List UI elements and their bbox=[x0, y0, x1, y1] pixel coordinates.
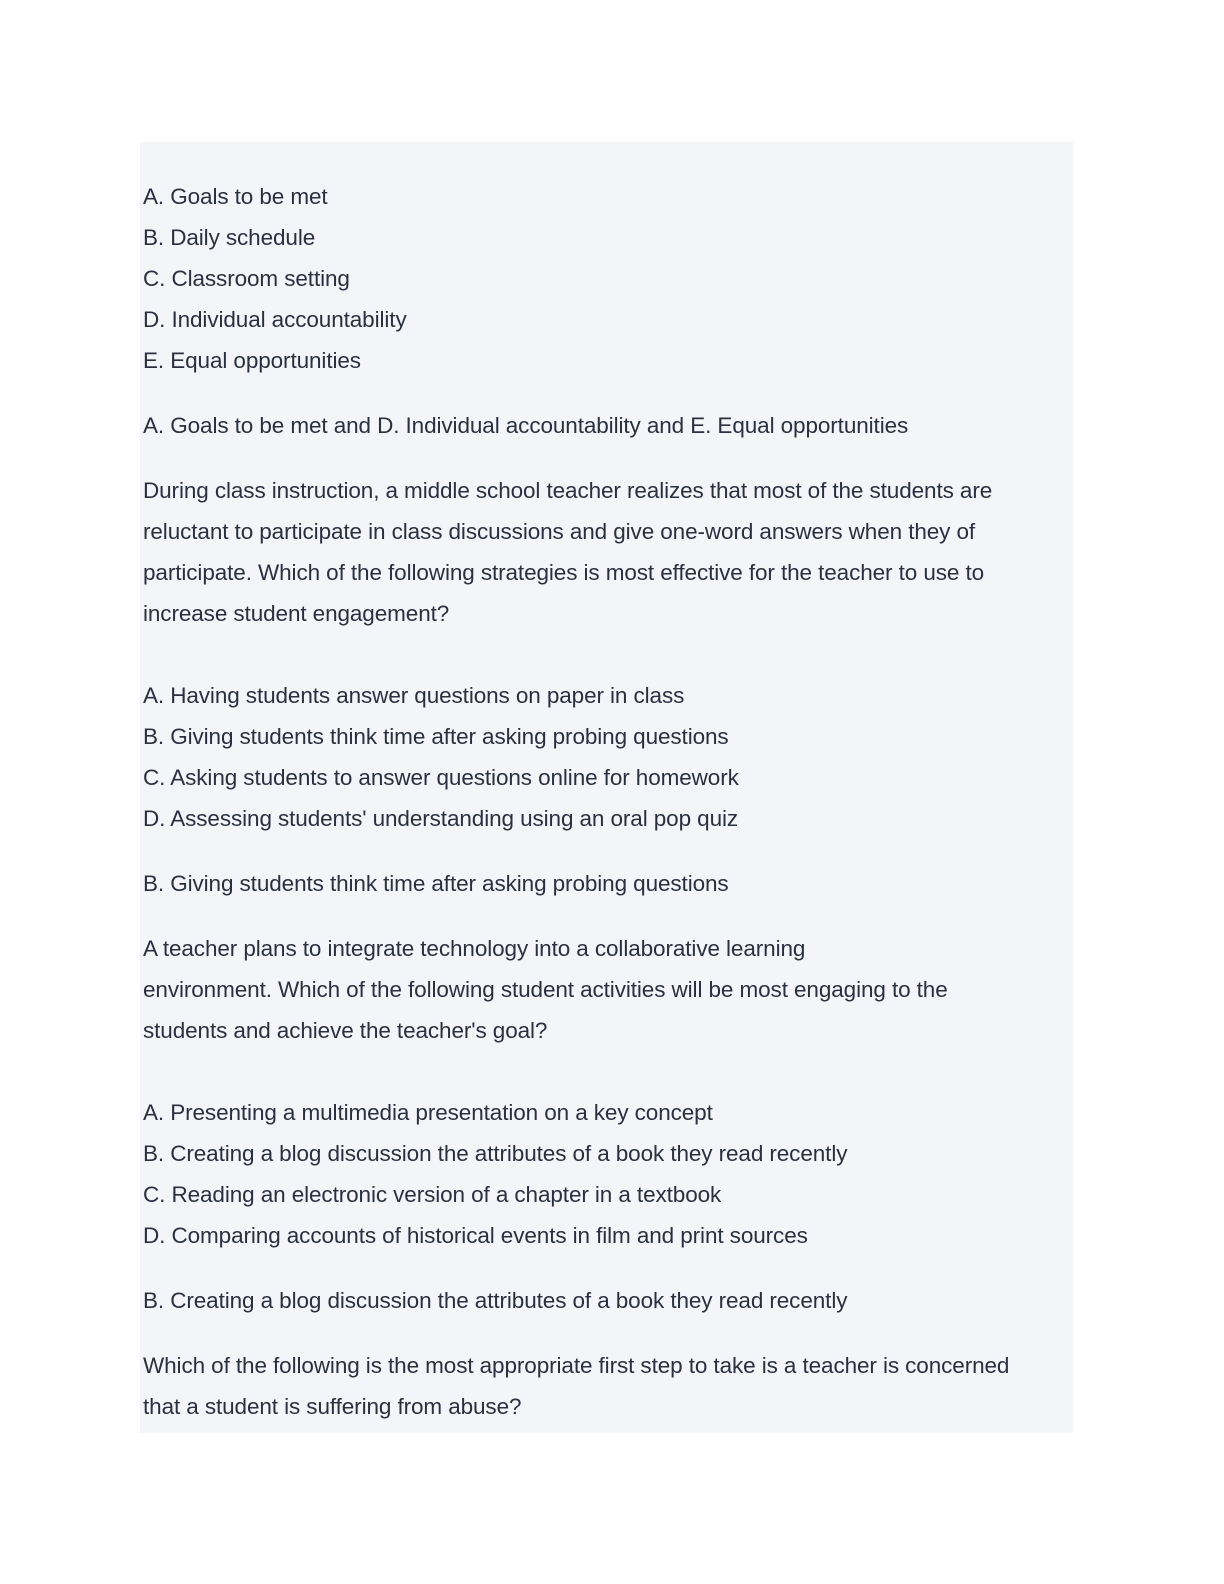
q3-question-line: environment. Which of the following student activities will be most engaging to the bbox=[143, 977, 948, 1002]
q3-option-d: D. Comparing accounts of historical events in film and print sources bbox=[143, 1223, 808, 1248]
q2-options bbox=[143, 675, 1068, 839]
q2-question-line: During class instruction, a middle school teacher realizes that most of the students are bbox=[143, 478, 993, 503]
q2-option-c: C. Asking students to answer questions online for homework bbox=[143, 765, 739, 790]
q3-answer: B. Creating a blog discussion the attributes of a book they read recently bbox=[143, 1288, 848, 1313]
q3-question-line: students and achieve the teacher's goal? bbox=[143, 1018, 548, 1043]
q3-options bbox=[143, 1092, 1068, 1256]
q2-option-a: A. Having students answer questions on paper in class bbox=[143, 683, 685, 708]
q4-question-line: that a student is suffering from abuse? bbox=[143, 1394, 522, 1419]
q2-question bbox=[143, 470, 1068, 634]
q2-answer: B. Giving students think time after asking probing questions bbox=[143, 871, 729, 896]
q3-option-b: B. Creating a blog discussion the attributes of a book they read recently bbox=[143, 1141, 848, 1166]
q1-options bbox=[143, 176, 1068, 381]
q4-question-line: Which of the following is the most appropriate first step to take is a teacher is concerned bbox=[143, 1353, 1010, 1378]
q2-question-line: reluctant to participate in class discussions and give one-word answers when they of bbox=[143, 519, 976, 544]
q3-option-a: A. Presenting a multimedia presentation on a key concept bbox=[143, 1100, 713, 1125]
q1-option-c: C. Classroom setting bbox=[143, 266, 350, 291]
q1-option-d: D. Individual accountability bbox=[143, 307, 407, 332]
q3-option-c: C. Reading an electronic version of a chapter in a textbook bbox=[143, 1182, 722, 1207]
q1-option-a: A. Goals to be met bbox=[143, 184, 328, 209]
q3-question bbox=[143, 928, 1068, 1051]
q1-option-e: E. Equal opportunities bbox=[143, 348, 361, 373]
q4-question bbox=[143, 1345, 1068, 1427]
q2-option-b: B. Giving students think time after asking probing questions bbox=[143, 724, 729, 749]
document-content bbox=[143, 176, 1068, 1427]
q2-option-d: D. Assessing students' understanding using an oral pop quiz bbox=[143, 806, 739, 831]
q2-question-line: increase student engagement? bbox=[143, 601, 450, 626]
q2-question-line: participate. Which of the following strategies is most effective for the teacher to use to bbox=[143, 560, 985, 585]
q1-option-b: B. Daily schedule bbox=[143, 225, 316, 250]
q3-question-line: A teacher plans to integrate technology into a collaborative learning bbox=[143, 936, 806, 961]
q1-answer: A. Goals to be met and D. Individual accountability and E. Equal opportunities bbox=[143, 413, 909, 438]
